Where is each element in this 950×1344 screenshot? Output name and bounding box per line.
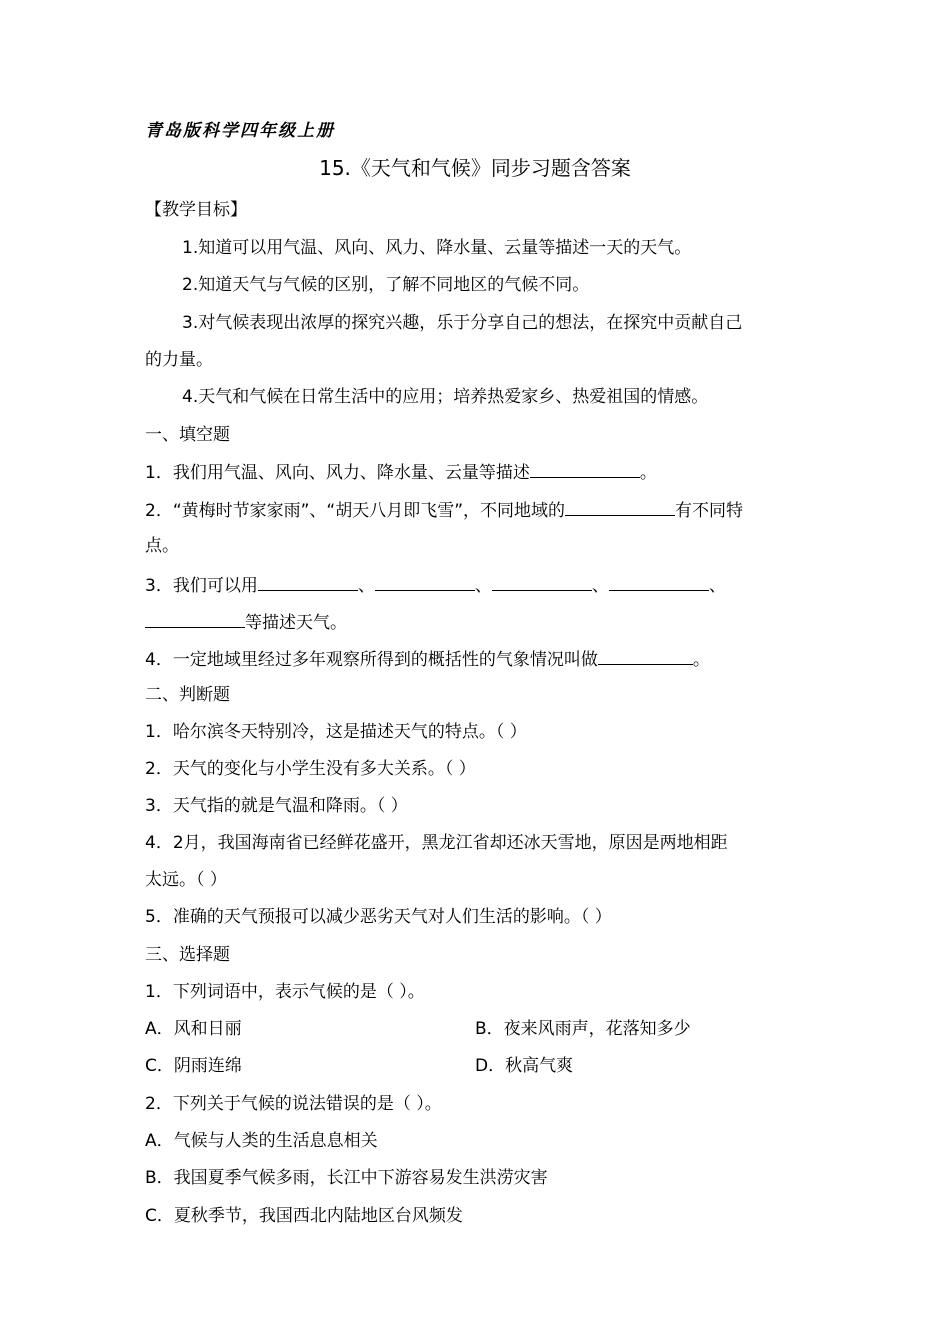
fill-q4-end: 。	[692, 650, 710, 670]
objective-item-4: 4.天气和气候在日常生活中的应用；培养热爱家乡、热爱祖国的情感。	[182, 387, 709, 407]
objective-item-3: 3.对气候表现出浓厚的探究兴趣，乐于分享自己的想法，在探究中贡献自己	[182, 313, 743, 333]
objective-item-1: 1.知道可以用气温、风向、风力、降水量、云量等描述一天的天气。	[182, 238, 692, 258]
section-judge-heading: 二、判断题	[145, 685, 230, 705]
fill-q3-text: 3．我们可以用	[145, 576, 258, 596]
answer-blank[interactable]	[609, 572, 709, 591]
choice-question-1: 1．下列词语中，表示气候的是（ ）。	[145, 982, 425, 1002]
judge-question-4-cont: 太远。（ ）	[145, 870, 227, 890]
objectives-heading: 【教学目标】	[145, 200, 247, 220]
answer-blank[interactable]	[530, 459, 640, 478]
fill-question-2-cont: 点。	[145, 536, 179, 556]
judge-question-2: 2．天气的变化与小学生没有多大关系。（ ）	[145, 759, 476, 779]
separator: 、	[591, 576, 609, 596]
fill-question-3	[145, 572, 726, 598]
choice-q1-option-a: A．风和日丽	[145, 1019, 242, 1039]
choice-q2-option-c: C．夏秋季节，我国西北内陆地区台风频发	[145, 1206, 463, 1226]
judge-question-3: 3．天气指的就是气温和降雨。（ ）	[145, 796, 408, 816]
fill-question-1	[145, 459, 657, 485]
answer-blank[interactable]	[145, 609, 245, 628]
separator: 、	[357, 576, 375, 596]
fill-q2-end: 有不同特	[675, 501, 744, 521]
section-choice-heading: 三、选择题	[145, 945, 230, 965]
choice-q2-option-b: B．我国夏季气候多雨，长江中下游容易发生洪涝灾害	[145, 1168, 548, 1188]
objective-item-2: 2.知道天气与气候的区别，了解不同地区的气候不同。	[182, 275, 590, 295]
separator: 、	[474, 576, 492, 596]
document-title: 15.《天气和气候》同步习题含答案	[319, 156, 631, 180]
choice-q1-option-b: B．夜来风雨声，花落知多少	[475, 1019, 691, 1039]
choice-q1-option-d: D．秋高气爽	[475, 1056, 574, 1076]
judge-question-1: 1．哈尔滨冬天特别冷，这是描述天气的特点。（ ）	[145, 722, 527, 742]
choice-q2-option-a: A．气候与人类的生活息息相关	[145, 1131, 378, 1151]
answer-blank[interactable]	[598, 646, 693, 665]
fill-q2-text: 2．“黄梅时节家家雨”、“胡天八月即飞雪”，不同地域的	[145, 501, 566, 521]
section-fill-heading: 一、填空题	[145, 425, 230, 445]
answer-blank[interactable]	[492, 572, 592, 591]
fill-q3-end: 等描述天气。	[245, 613, 347, 633]
judge-question-5: 5．准确的天气预报可以减少恶劣天气对人们生活的影响。（ ）	[145, 907, 612, 927]
objective-item-3-cont: 的力量。	[145, 350, 213, 370]
fill-q1-end: 。	[639, 463, 657, 483]
answer-blank[interactable]	[565, 497, 675, 516]
fill-question-3-cont	[145, 609, 347, 635]
choice-question-2: 2．下列关于气候的说法错误的是（ ）。	[145, 1094, 442, 1114]
fill-q1-text: 1．我们用气温、风向、风力、降水量、云量等描述	[145, 463, 530, 483]
fill-question-2	[145, 497, 743, 523]
choice-q1-option-c: C．阴雨连绵	[145, 1056, 242, 1076]
fill-question-4	[145, 646, 710, 672]
header-note: 青岛版科学四年级上册	[145, 121, 335, 141]
separator: 、	[708, 576, 726, 596]
judge-question-4: 4．2月，我国海南省已经鲜花盛开，黑龙江省却还冰天雪地，原因是两地相距	[145, 833, 728, 853]
answer-blank[interactable]	[258, 572, 358, 591]
fill-q4-text: 4．一定地域里经过多年观察所得到的概括性的气象情况叫做	[145, 650, 598, 670]
answer-blank[interactable]	[375, 572, 475, 591]
